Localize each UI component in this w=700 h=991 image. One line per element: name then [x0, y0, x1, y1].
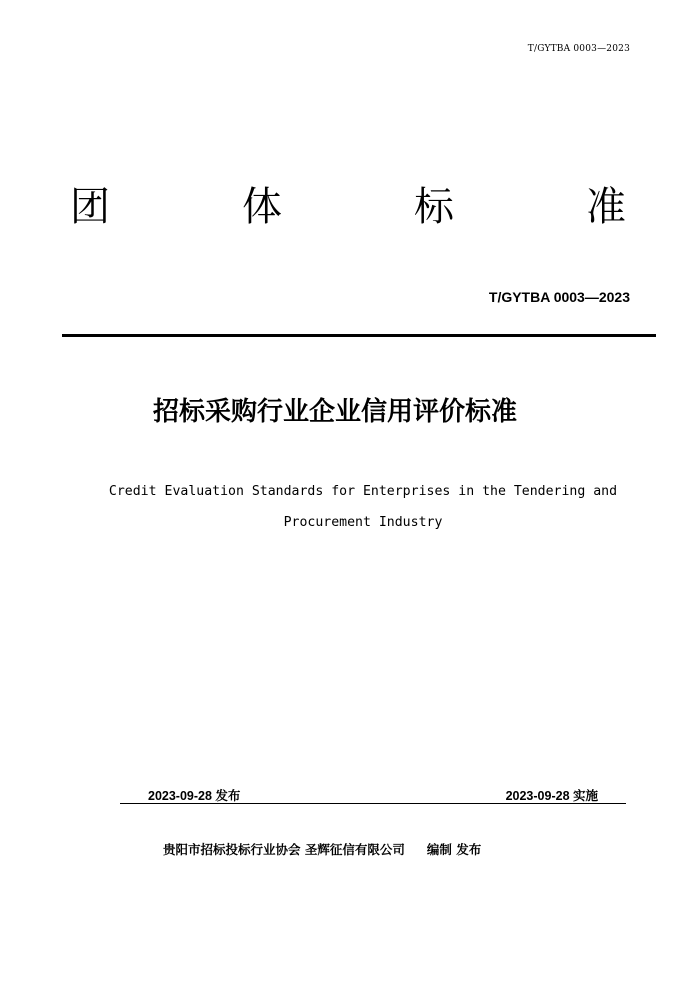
heading-char: 体	[242, 184, 282, 230]
heading-char: 准	[586, 184, 626, 230]
document-title-english	[70, 477, 656, 538]
document-title-chinese: 招标采购行业企业信用评价标准	[152, 397, 517, 427]
date-row	[120, 789, 626, 804]
standard-code: T/GYTBA 0003—2023	[488, 289, 630, 305]
publisher-action: 编制 发布	[426, 842, 482, 857]
publisher-line	[163, 842, 481, 858]
title-en-line-2: Procurement Industry	[283, 514, 443, 530]
header-document-code: T/GYTBA 0003—2023	[527, 44, 630, 54]
standard-type-heading	[70, 184, 626, 230]
divider-line	[62, 334, 656, 337]
title-en-line-1: Credit Evaluation Standards for Enterprises in the Tendering and	[108, 484, 618, 499]
implement-date: 2023-09-28 实施	[505, 789, 598, 803]
heading-char: 团	[70, 184, 110, 230]
heading-char: 标	[414, 184, 454, 230]
publisher-organizations: 贵阳市招标投标行业协会 圣辉征信有限公司	[163, 842, 405, 857]
publish-date: 2023-09-28 发布	[148, 789, 241, 803]
